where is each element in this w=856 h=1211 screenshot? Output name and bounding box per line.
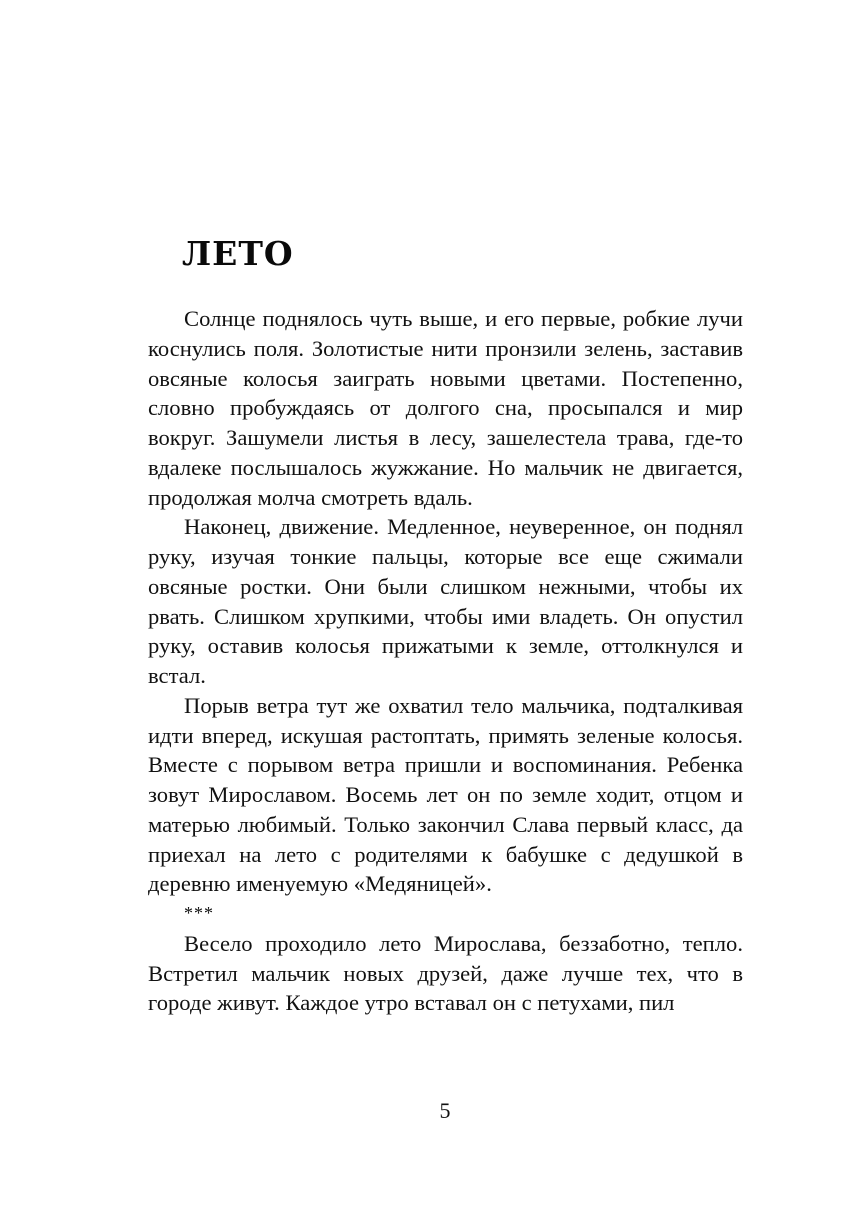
page-number: 5 [439,1098,451,1123]
body-text [148,304,743,1018]
paragraph-1: Солнце поднялось чуть выше, и его первые, робкие лучи коснулись поля. Золотистые нити пронзили зелень, заставив овсяные колосья заиграть новыми цветами. Постепенно, словно пробуждаясь от долгого сна, просыпался и мир вокруг. Зашумели листья в лесу, зашелестела трава, где-то вдалеке послышалось жужжание. Но мальчик не двигается, продолжая молча смотреть вдаль. [148,306,743,510]
paragraph-2: Наконец, движение. Медленное, неуверенное, он поднял руку, изучая тонкие пальцы, которые все еще сжимали овсяные ростки. Они были слишком нежными, чтобы их рвать. Слишком хрупкими, чтобы ими владеть. Он опустил руку, оставив колосья прижатыми к земле, оттолкнулся и встал. [148,514,743,688]
chapter-title: ЛЕТО [182,234,294,273]
paragraph-3: Порыв ветра тут же охватил тело мальчика, подталкивая идти вперед, искушая растоптать, примять зеленые колосья. Вместе с порывом ветра пришли и воспоминания. Ребенка зовут Мирославом. Восемь лет он по земле ходит, отцом и матерью любимый. Только закончил Слава первый класс, да приехал на лето с родителями к бабушке с дедушкой в деревню именуемую «Медяницей». [148,692,743,897]
section-separator: *** [184,903,214,923]
paragraph-4: Весело проходило лето Мирослава, беззаботно, тепло. Встретил мальчик новых друзей, даже лучше тех, что в городе живут. Каждое утро вставал он с петухами, пил [148,930,743,1016]
